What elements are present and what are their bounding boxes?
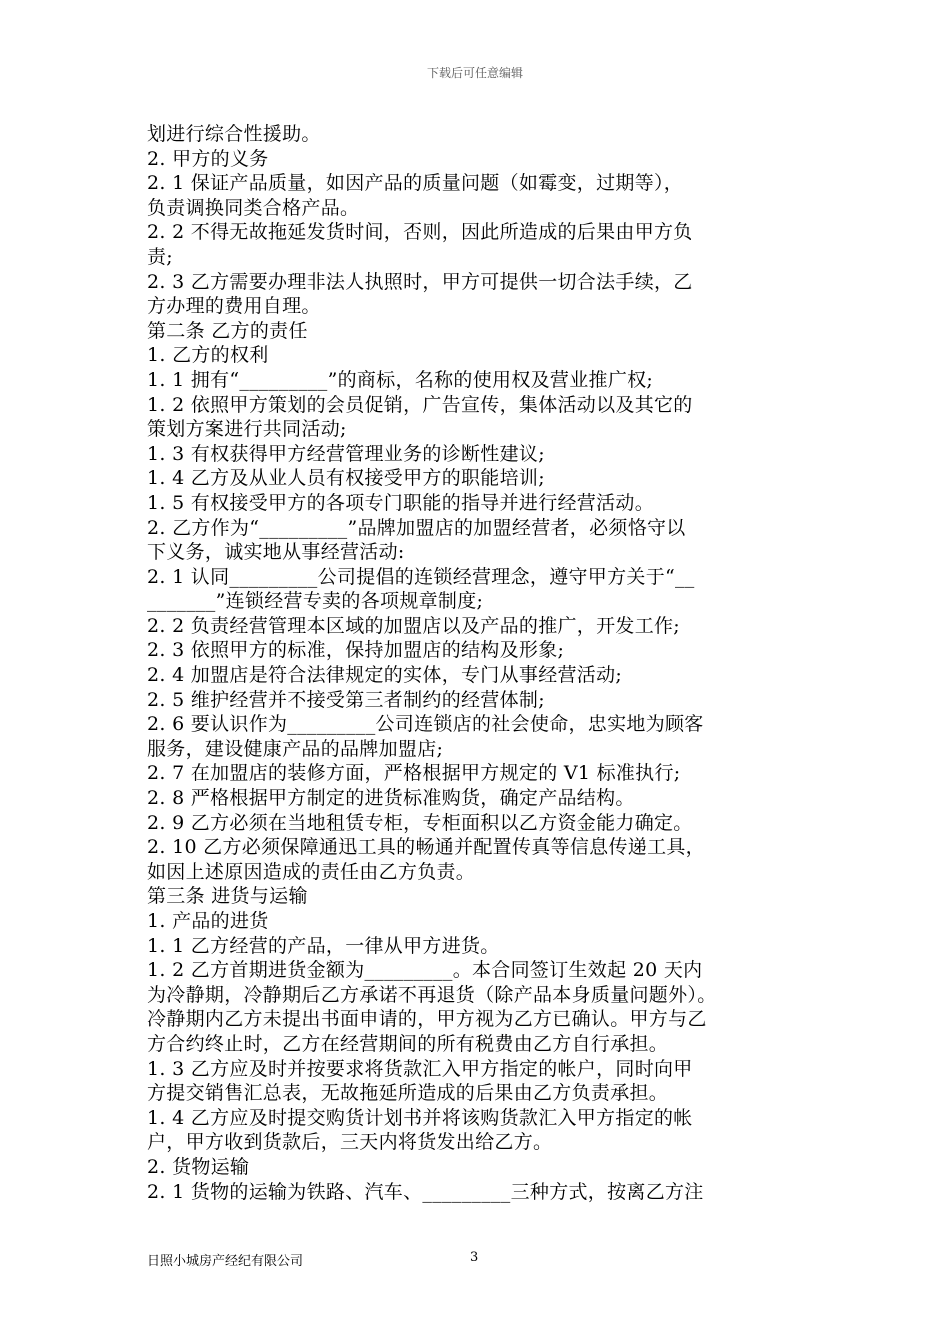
text-line: 2. 乙方作为“_________”品牌加盟店的加盟经营者，必须恪守以: [147, 516, 686, 539]
text-line: 2. 2 负责经营管理本区域的加盟店以及产品的推广，开发工作;: [147, 614, 680, 637]
text-line: _______”连锁经营专卖的各项规章制度;: [147, 590, 484, 613]
text-line: 1. 产品的进货: [147, 910, 269, 932]
footer-company: 日照小城房产经纪有限公司: [147, 1254, 304, 1269]
text-line: 2. 6 要认识作为_________公司连锁店的社会使命，忠实地为顾客: [147, 713, 704, 736]
document-body: [147, 122, 817, 1204]
text-line: 第三条 进货与运输: [147, 885, 308, 908]
text-line: 2. 5 维护经营并不接受第三者制约的经营体制;: [147, 688, 545, 711]
text-line: 下义务，诚实地从事经营活动:: [147, 541, 405, 564]
text-line: 2. 8 严格根据甲方制定的进货标准购货，确定产品结构。: [147, 787, 635, 810]
text-line: 1. 1 乙方经营的产品，一律从甲方进货。: [147, 934, 500, 957]
text-line: 户，甲方收到货款后，三天内将货发出给乙方。: [147, 1131, 553, 1154]
text-line: 1. 4 乙方应及时提交购货计划书并将该购货款汇入甲方指定的帐: [147, 1106, 693, 1129]
text-line: 1. 乙方的权利: [147, 344, 269, 367]
text-line: 1. 2 依照甲方策划的会员促销，广告宣传，集体活动以及其它的: [147, 393, 693, 416]
text-line: 划进行综合性援助。: [147, 123, 321, 145]
text-line: 策划方案进行共同活动;: [147, 418, 347, 441]
text-line: 第二条 乙方的责任: [147, 319, 308, 342]
text-line: 2. 7 在加盟店的装修方面，严格根据甲方规定的 V1 标准执行;: [147, 762, 681, 785]
text-line: 服务，建设健康产品的品牌加盟店;: [147, 737, 444, 760]
text-line: 1. 2 乙方首期进货金额为_________。本合同签订生效起 20 天内: [147, 959, 703, 982]
text-line: 2. 甲方的义务: [147, 147, 269, 170]
text-line: 责;: [147, 245, 174, 268]
text-line: 2. 1 货物的运输为铁路、汽车、_________三种方式，按离乙方注: [147, 1180, 704, 1203]
text-line: 冷静期内乙方未提出书面申请的，甲方视为乙方已确认。甲方与乙: [147, 1008, 707, 1031]
text-line: 1. 3 有权获得甲方经营管理业务的诊断性建议;: [147, 442, 545, 465]
text-line: 2. 9 乙方必须在当地租赁专柜，专柜面积以乙方资金能力确定。: [147, 811, 693, 834]
page-number: 3: [470, 1250, 479, 1265]
text-line: 2. 4 加盟店是符合法律规定的实体，专门从事经营活动;: [147, 664, 623, 687]
text-line: 如因上述原因造成的责任由乙方负责。: [147, 860, 476, 883]
text-line: 为冷静期，冷静期后乙方承诺不再退货（除产品本身质量问题外）。: [147, 983, 717, 1006]
text-line: 负责调换同类合格产品。: [147, 196, 360, 219]
text-line: 1. 1 拥有“_________”的商标，名称的使用权及营业推广权;: [147, 368, 654, 391]
text-line: 1. 5 有权接受甲方的各项专门职能的指导并进行经营活动。: [147, 491, 654, 514]
text-line: 1. 4 乙方及从业人员有权接受甲方的职能培训;: [147, 467, 545, 490]
text-line: 2. 10 乙方必须保障通迅工具的畅通并配置传真等信息传递工具，: [147, 836, 705, 859]
text-line: 2. 3 依照甲方的标准，保持加盟店的结构及形象;: [147, 639, 565, 662]
text-line: 方提交销售汇总表，无故拖延所造成的后果由乙方负责承担。: [147, 1082, 669, 1105]
text-line: 方办理的费用自理。: [147, 295, 321, 318]
text-line: 2. 货物运输: [147, 1155, 250, 1178]
text-line: 1. 3 乙方应及时并按要求将货款汇入甲方指定的帐户，同时向甲: [147, 1057, 693, 1080]
text-line: 2. 3 乙方需要办理非法人执照时，甲方可提供一切合法手续，乙: [147, 270, 693, 293]
text-line: 2. 2 不得无故拖延发货时间，否则，因此所造成的后果由甲方负: [147, 221, 693, 244]
text-line: 2. 1 保证产品质量，如因产品的质量问题（如霉变，过期等），: [147, 172, 684, 195]
text-line: 方合约终止时，乙方在经营期间的所有税费由乙方自行承担。: [147, 1032, 669, 1055]
page-header: 下载后可任意编辑: [426, 66, 523, 80]
text-line: 2. 1 认同_________公司提倡的连锁经营理念，遵守甲方关于“__: [147, 565, 695, 588]
